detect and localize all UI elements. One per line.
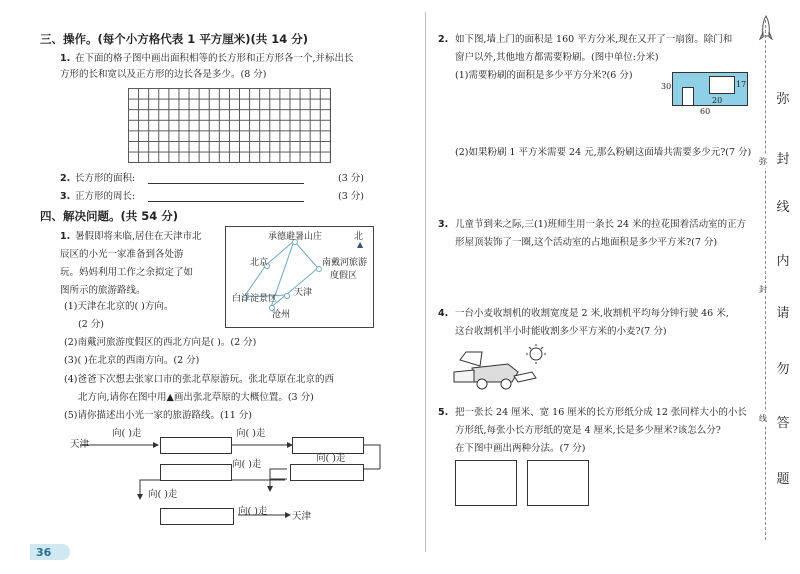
cangzhou-label: 沧州 (272, 310, 291, 320)
square-perimeter-score: (3 分) (338, 191, 364, 202)
route-box-4[interactable] (160, 464, 232, 481)
seal-char-2: 封 (776, 152, 790, 167)
seal-char-6: 勿 (776, 362, 790, 377)
route-box-5[interactable] (160, 508, 234, 525)
q3-number: 3. (60, 191, 71, 202)
problem1-sub2: (2)南戴河旅游度假区的西北方向是( )。(2 分) (64, 337, 257, 348)
r-q2-text-line1: 如下图,墙上门的面积是 160 平方分米,现在又开了一扇窗。除门和 (455, 34, 733, 45)
r-q5-number: 5. (438, 407, 449, 418)
seal-char-4: 内 (776, 254, 790, 269)
square-perimeter-answer-line[interactable] (148, 201, 304, 202)
page-number: 36 (36, 546, 52, 559)
route-dir-2: 向( )走 (236, 428, 266, 439)
north-label: 北 (354, 232, 364, 242)
seal-line (765, 20, 766, 540)
route-box-3[interactable] (290, 464, 364, 481)
tianjin-label: 天津 (294, 288, 313, 298)
wall-height-label: 30 (661, 82, 672, 91)
r-q4-text-line1: 一台小麦收割机的收割宽度是 2 米,收割机平均每分钟行驶 46 米, (455, 308, 729, 319)
rect-area-label: 长方形的面积: (75, 173, 136, 184)
wall-width-label: 60 (700, 107, 711, 116)
column-divider (425, 12, 426, 552)
r-q2-sub2: (2)如果粉刷 1 平方米需要 24 元,那么粉刷这面墙共需要多少元?(7 分) (455, 147, 752, 158)
nandaihe-label-2: 度假区 (330, 271, 358, 281)
problem1-line4: 图所示的旅游路线。 (60, 285, 146, 296)
seal-small-xian: 线 (759, 414, 767, 423)
q1-text-line2: 方形的长和宽以及正方形的边长各是多少。(8 分) (60, 69, 267, 80)
r-q5-text-line1: 把一张长 24 厘米、宽 16 厘米的长方形纸分成 12 张同样大小的小长 (455, 407, 747, 418)
r-q5-text-line3: 在下图中画出两种分法。(7 分) (455, 443, 586, 454)
r-q4-text-line2: 这台收割机半小时能收割多少平方米的小麦?(7 分) (455, 326, 667, 337)
window-width-label: 20 (712, 96, 723, 105)
r-q3-text-line2: 形屋顶装饰了一圈,这个活动室的占地面积是多少平方米?(7 分) (455, 237, 718, 248)
seal-small-mi: 弥 (759, 157, 767, 166)
route-box-1[interactable] (160, 437, 232, 454)
problem1-sub1-score: (2 分) (78, 319, 104, 330)
travel-map (225, 226, 374, 328)
route-dir-3: 向( )走 (316, 453, 346, 464)
route-dir-6: 向( )走 (238, 506, 268, 517)
problem1-sub4-line2: 北方向,请你在图中用▲画出张北草原的大概位置。(3 分) (78, 392, 314, 403)
r-q4-number: 4. (438, 308, 449, 319)
rect-area-score: (3 分) (338, 173, 364, 184)
r-q2-text-line2: 窗户以外,其他地方都需要粉刷。(图中单位:分米) (455, 52, 659, 63)
problem1-sub5: (5)请你描述出小光一家的旅游路线。(11 分) (64, 410, 252, 421)
seal-char-5: 请 (776, 306, 790, 321)
section-3-title: 三、操作。(每个小方格代表 1 平方厘米)(共 14 分) (40, 32, 309, 46)
seal-char-7: 答 (776, 416, 790, 431)
seal-small-feng: 封 (759, 285, 767, 294)
rect-area-answer-line[interactable] (148, 183, 304, 184)
problem1-line3: 玩。妈妈利用工作之余拟定了如 (60, 267, 194, 278)
rocket-icon (756, 14, 776, 46)
route-dir-1: 向( )走 (112, 428, 142, 439)
paper-rect-1[interactable] (455, 460, 517, 506)
q1-text-line1: 在下面的格子图中画出面积相等的长方形和正方形各一个,并标出长 (75, 53, 354, 64)
window-height-label: 17 (736, 80, 747, 89)
window-shape (709, 76, 735, 94)
r-q3-text-line1: 儿童节到来之际,三(1)班师生用一条长 24 米的拉花围着活动室的正方 (455, 219, 747, 230)
problem1-sub4-line1: (4)爸爸下次想去张家口市的张北草原游玩。张北草原在北京的西 (64, 374, 334, 385)
square-grid[interactable] (128, 88, 331, 163)
seal-char-8: 题 (776, 472, 790, 487)
wall-figure (672, 72, 748, 106)
q2-number: 2. (60, 173, 71, 184)
r-q2-number: 2. (438, 34, 449, 45)
beijing-label: 北京 (250, 258, 269, 268)
route-dir-4: 向( )走 (232, 459, 262, 470)
r-q3-number: 3. (438, 219, 449, 230)
chengde-label: 承德避暑山庄 (268, 232, 323, 242)
r-q5-text-line2: 方形纸,每张小长方形纸的宽是 4 厘米,长是多少厘米?该怎么分? (455, 425, 721, 436)
route-dir-5: 向( )走 (148, 489, 178, 500)
route-start: 天津 (70, 439, 90, 450)
seal-char-3: 线 (776, 200, 790, 215)
section-4-title: 四、解决问题。(共 54 分) (40, 209, 179, 223)
q1-number: 1. (60, 53, 71, 64)
north-arrow-icon: ▲ (357, 240, 364, 249)
problem1-line1: 暑假即将来临,居住在天津市北 (75, 231, 202, 242)
paper-rect-2[interactable] (527, 460, 589, 506)
problem1-sub1: (1)天津在北京的( )方向。 (64, 301, 174, 312)
problem1-line2: 辰区的小光一家准备到各处游 (60, 249, 184, 260)
door-shape (682, 87, 694, 105)
route-end: 天津 (292, 511, 312, 522)
nandaihe-label-1: 南戴河旅游 (322, 258, 368, 268)
seal-char-1: 弥 (776, 92, 790, 107)
problem1-number: 1. (60, 231, 71, 242)
problem1-sub3: (3)( )在北京的西南方向。(2 分) (64, 355, 200, 366)
baiyangdian-label: 白洋淀景区 (232, 294, 278, 304)
harvester-illustration (452, 342, 548, 392)
r-q2-sub1: (1)需要粉刷的面积是多少平方分米?(6 分) (455, 70, 633, 81)
square-perimeter-label: 正方形的周长: (75, 191, 136, 202)
tianjin-dot (284, 293, 290, 299)
